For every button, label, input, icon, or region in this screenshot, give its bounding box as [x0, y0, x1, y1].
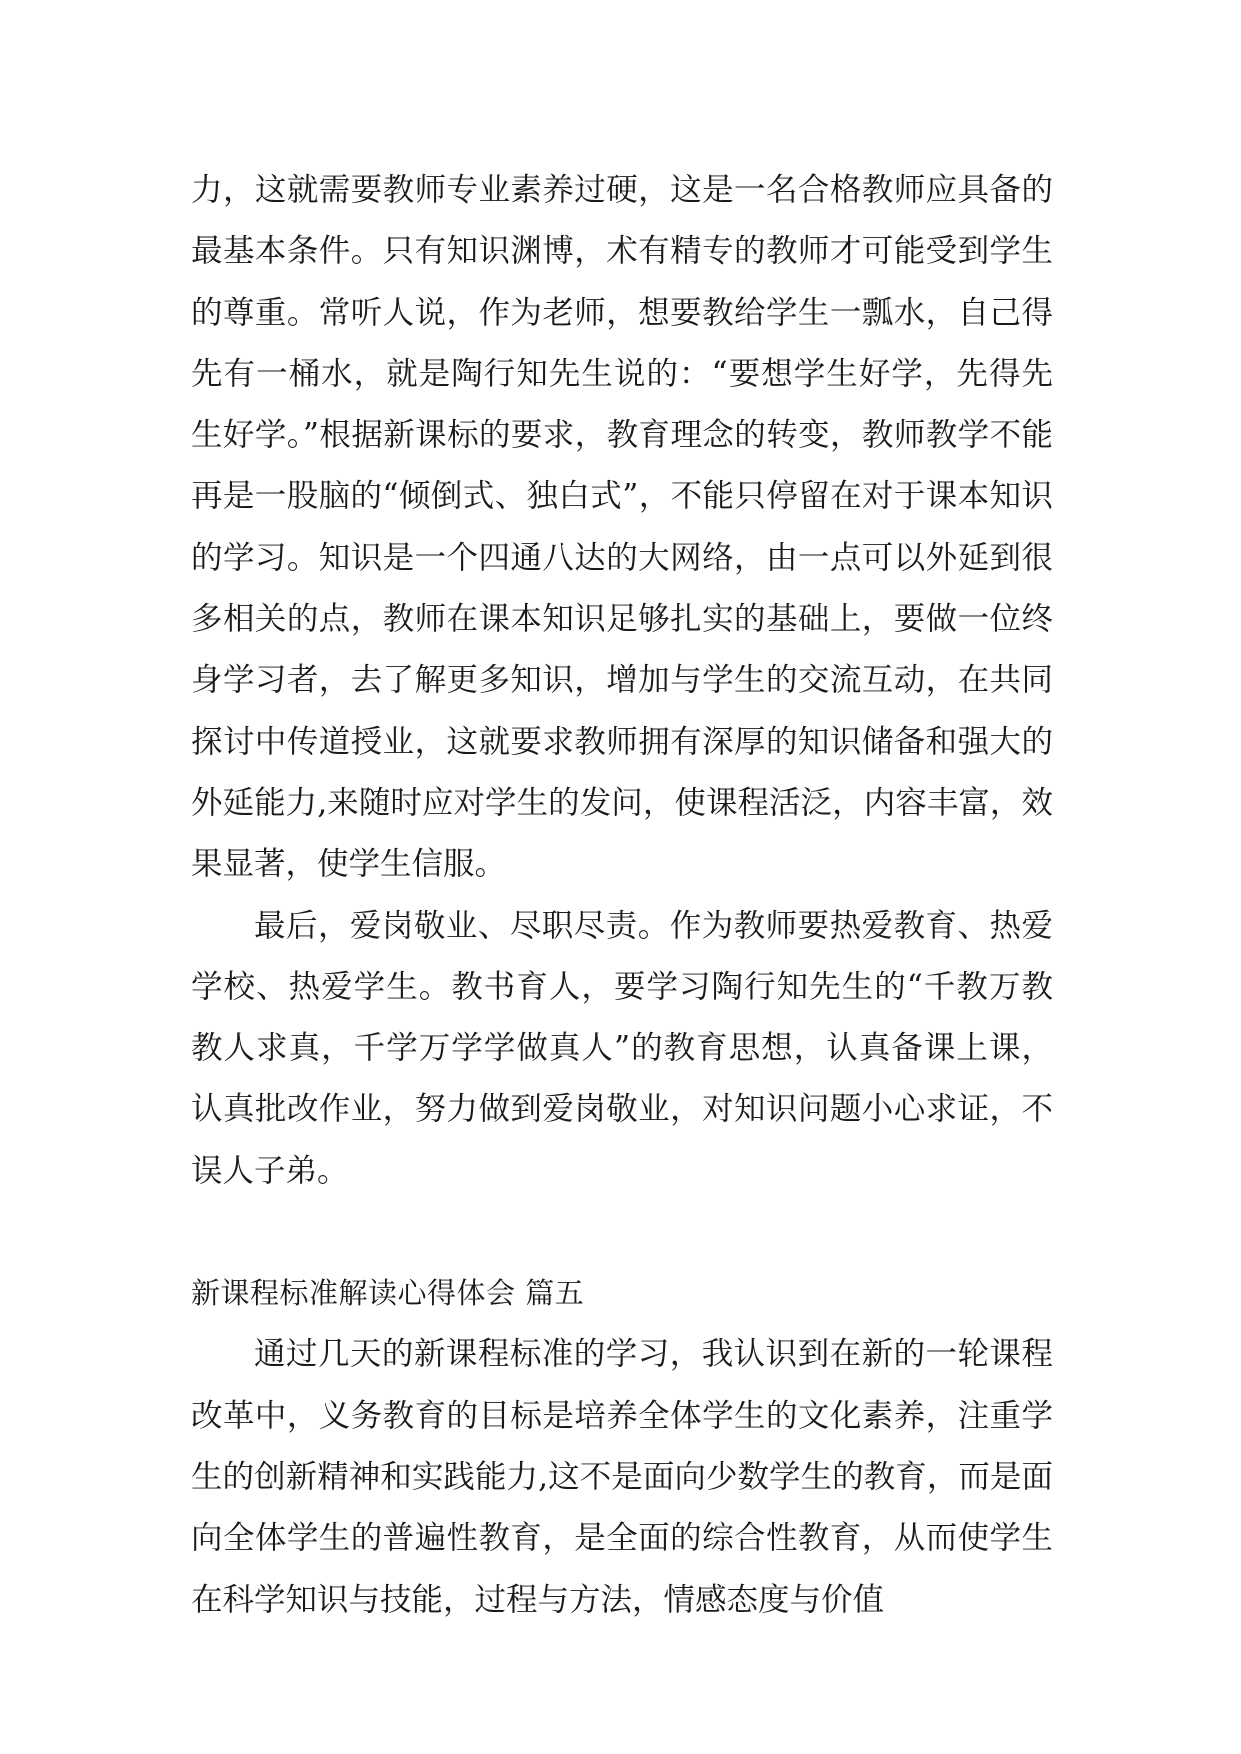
document-body [191, 160, 1053, 1631]
paragraph-section-five: 通过几天的新课程标准的学习，我认识到在新的一轮课程改革中，义务教育的目标是培养全体学生的文化素养，注重学生的创新精神和实践能力,这不是面向少数学生的教育，而是面向全体学生的普遍性教育，是全面的综合性教育，从而使学生在科学知识与技能，过程与方法，情感态度与价值 [191, 1336, 1053, 1618]
paragraph-continued: 力，这就需要教师专业素养过硬，这是一名合格教师应具备的最基本条件。只有知识渊博，术有精专的教师才可能受到学生的尊重。常听人说，作为老师，想要教给学生一瓢水，自己得先有一桶水，就是陶行知先生说的：“要想学生好学，先得先生好学。”根据新课标的要求，教育理念的转变，教师教学不能再是一股脑的“倾倒式、独白式”，不能只停留在对于课本知识的学习。知识是一个四通八达的大网络，由一点可以外延到很多相关的点，教师在课本知识足够扎实的基础上，要做一位终身学习者，去了解更多知识，增加与学生的交流互动，在共同探讨中传道授业，这就要求教师拥有深厚的知识储备和强大的外延能力,来随时应对学生的发问，使课程活泛，内容丰富，效果显著，使学生信服。 [191, 172, 1053, 883]
section-heading: 新课程标准解读心得体会 篇五 [191, 1276, 585, 1311]
paragraph-conclusion: 最后，爱岗敬业、尽职尽责。作为教师要热爱教育、热爱学校、热爱学生。教书育人，要学习陶行知先生的“千教万教教人求真，千学万学学做真人”的教育思想，认真备课上课，认真批改作业，努力做到爱岗敬业，对知识问题小心求证，不误人子弟。 [191, 907, 1053, 1189]
